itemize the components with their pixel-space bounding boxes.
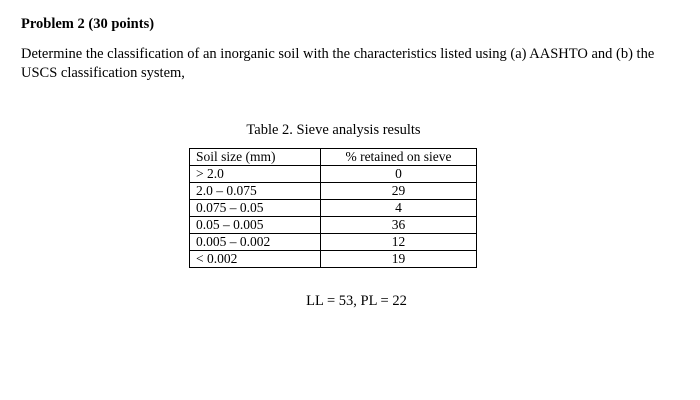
header-percent-retained: % retained on sieve <box>321 149 477 166</box>
soil-size-cell: 0.075 – 0.05 <box>190 200 321 217</box>
table-caption: Table 2. Sieve analysis results <box>246 122 421 138</box>
table-row <box>190 251 477 268</box>
soil-size-cell: 2.0 – 0.075 <box>190 183 321 200</box>
table-row <box>190 217 477 234</box>
percent-retained-cell: 19 <box>321 251 477 268</box>
sieve-analysis-table <box>189 148 477 268</box>
table-row <box>190 234 477 251</box>
atterberg-limits: LL = 53, PL = 22 <box>306 293 407 309</box>
percent-retained-cell: 4 <box>321 200 477 217</box>
table-row <box>190 183 477 200</box>
soil-size-cell: 0.05 – 0.005 <box>190 217 321 234</box>
soil-size-cell: 0.005 – 0.002 <box>190 234 321 251</box>
percent-retained-cell: 36 <box>321 217 477 234</box>
percent-retained-cell: 29 <box>321 183 477 200</box>
table-row <box>190 166 477 183</box>
soil-size-cell: < 0.002 <box>190 251 321 268</box>
percent-retained-cell: 0 <box>321 166 477 183</box>
header-soil-size: Soil size (mm) <box>190 149 321 166</box>
problem-statement: Determine the classification of an inorganic soil with the characteristics listed using (a) AASHTO and (b) the USCS classification system, <box>21 46 655 81</box>
table-header-row <box>190 149 477 166</box>
table-row <box>190 200 477 217</box>
soil-size-cell: > 2.0 <box>190 166 321 183</box>
problem-title: Problem 2 (30 points) <box>21 16 155 32</box>
percent-retained-cell: 12 <box>321 234 477 251</box>
